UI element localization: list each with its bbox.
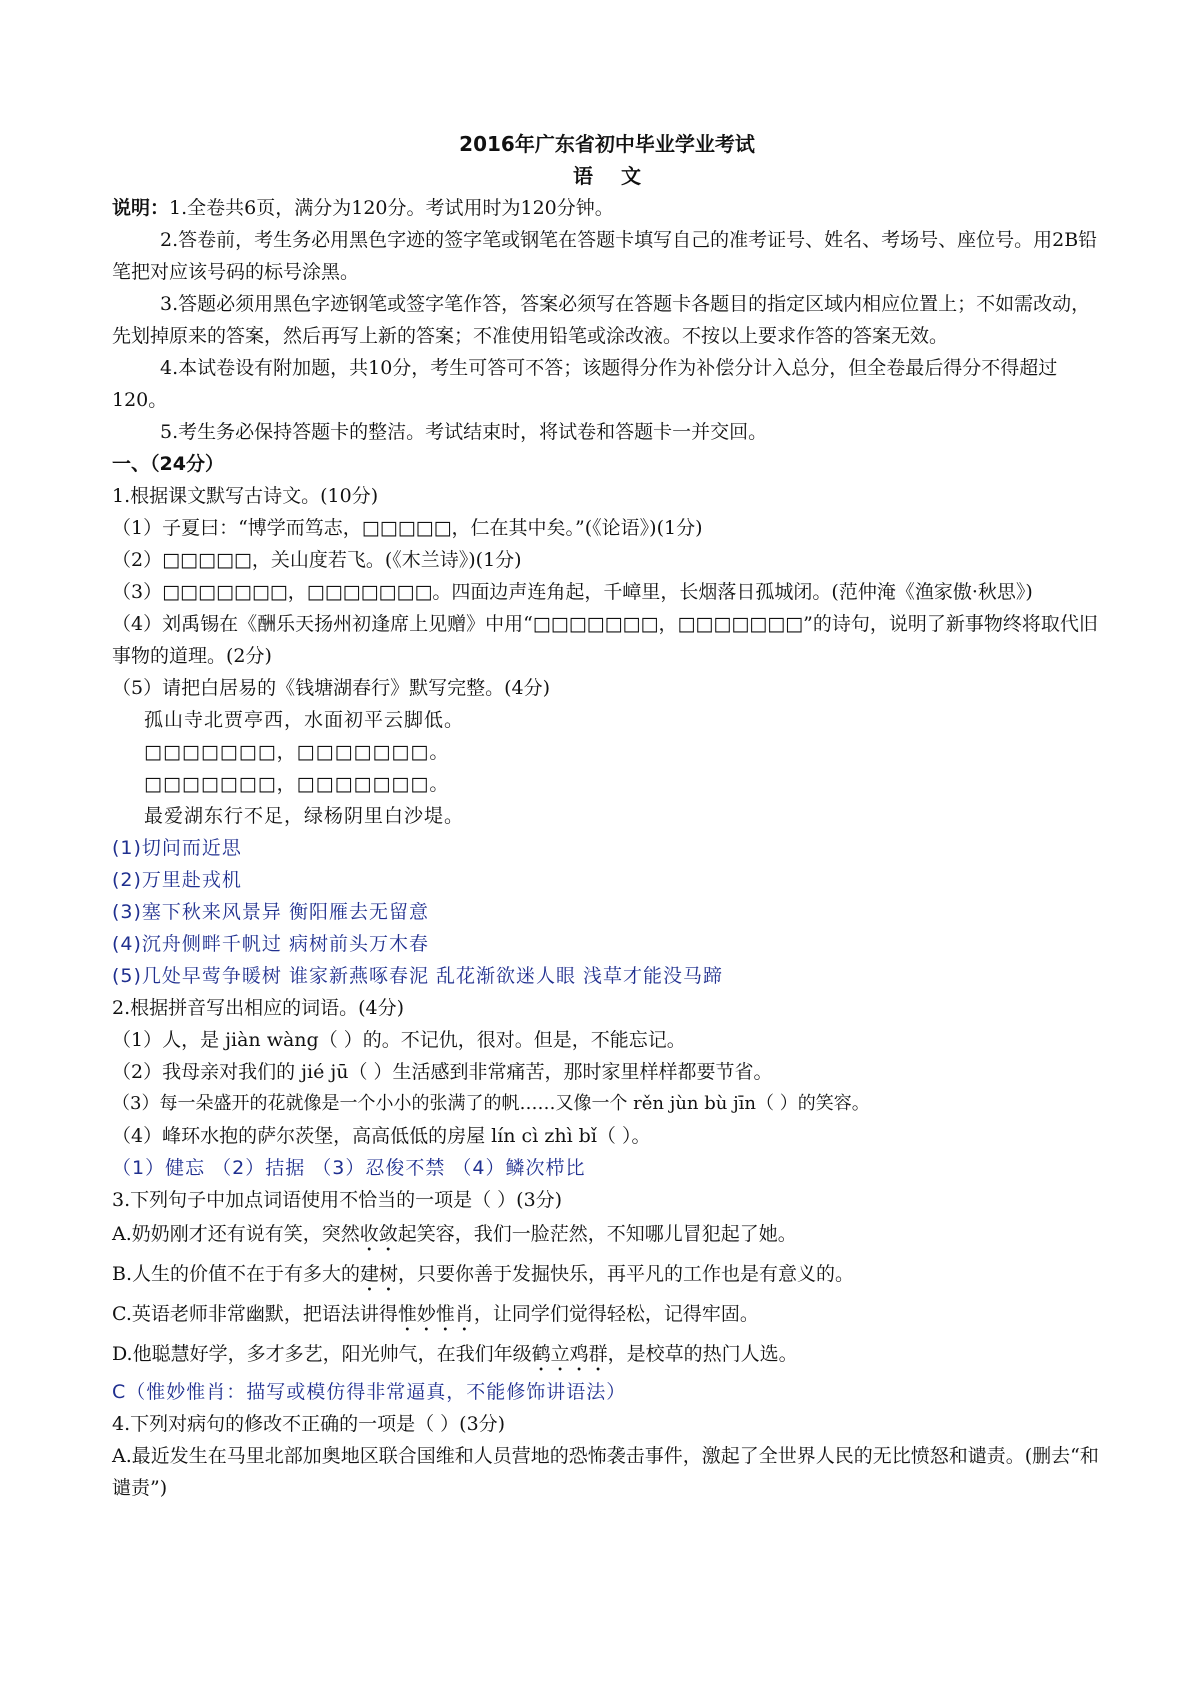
q1-stem: 1.根据课文默写古诗文。(10分)	[112, 485, 379, 507]
q2-sub-3: （3）每一朵盛开的花就像是一个小小的张满了的帆……又像一个 rěn jùn bù jīn（ ）的笑容。	[112, 1093, 870, 1114]
q1-answer-2: (2)万里赴戎机	[112, 869, 242, 891]
q2-stem: 2.根据拼音写出相应的词语。(4分)	[112, 997, 405, 1019]
q3-d-word: 鹤立鸡群	[531, 1343, 608, 1365]
note-3: 3.答题必须用黑色字迹钢笔或签字笔作答，答案必须写在答题卡各题目的指定区域内相应位置上；不如需改动，先划掉原来的答案，然后再写上新的答案；不准使用铅笔或涂改液。不按以上要求作答的答案无效。	[112, 293, 1091, 347]
q3-option-d	[112, 1336, 1102, 1376]
q3-option-b	[112, 1256, 1102, 1296]
q3-a-pre: A.奶奶刚才还有说有笑，突然	[112, 1223, 360, 1245]
exam-title: 2016年广东省初中毕业学业考试	[459, 132, 755, 156]
q1-sub-5: （5）请把白居易的《钱塘湖春行》默写完整。(4分)	[112, 677, 551, 699]
poem-line-2: □□□□□□□，□□□□□□□。	[144, 741, 450, 763]
q3-option-c	[112, 1296, 1102, 1336]
q3-b-word: 建树	[360, 1263, 399, 1285]
q1-answer-4: (4)沉舟侧畔千帆过 病树前头万木春	[112, 933, 429, 955]
note-1	[112, 192, 1102, 224]
note-5: 5.考生务必保持答题卡的整洁。考试结束时，将试卷和答题卡一并交回。	[160, 421, 768, 443]
q1-answer-3: (3)塞下秋来风景异 衡阳雁去无留意	[112, 901, 429, 923]
q3-option-a	[112, 1216, 1102, 1256]
section-1-heading: 一、（24分）	[112, 453, 224, 475]
q2-sub-1: （1）人，是 jiàn wàng（ ）的。不记仇，很对。但是，不能忘记。	[112, 1029, 686, 1051]
page-content	[112, 128, 1102, 1504]
q1-sub-2: （2）□□□□□，关山度若飞。(《木兰诗》)(1分)	[112, 549, 522, 571]
note-1-text: 1.全卷共6页，满分为120分。考试用时为120分钟。	[169, 197, 614, 219]
q3-b-post: ，只要你善于发掘快乐，再平凡的工作也是有意义的。	[398, 1263, 855, 1285]
subject-title: 语文	[573, 164, 669, 188]
q1-sub-1: （1）子夏曰：“博学而笃志，□□□□□，仁在其中矣。”(《论语》)(1分)	[112, 517, 703, 539]
q3-c-post: ，让同学们觉得轻松，记得牢固。	[473, 1303, 759, 1325]
poem-line-1: 孤山寺北贾亭西，水面初平云脚低。	[144, 709, 465, 731]
q3-c-word: 惟妙惟肖	[397, 1303, 474, 1325]
q4-option-a: A.最近发生在马里北部加奥地区联合国维和人员营地的恐怖袭击事件，激起了全世界人民的无比愤怒和谴责。(删去“和谴责”)	[112, 1445, 1099, 1499]
q3-answer: C（惟妙惟肖：描写或模仿得非常逼真，不能修饰讲语法）	[112, 1381, 627, 1403]
q2-sub-2: （2）我母亲对我们的 jié jū（ ）生活感到非常痛苦，那时家里样样都要节省。	[112, 1061, 773, 1083]
poem-line-4: 最爱湖东行不足，绿杨阴里白沙堤。	[144, 805, 465, 827]
q3-d-pre: D.他聪慧好学，多才多艺，阳光帅气，在我们年级	[112, 1343, 532, 1365]
q1-answer-1: (1)切问而近思	[112, 837, 242, 859]
q3-c-pre: C.英语老师非常幽默，把语法讲得	[112, 1303, 398, 1325]
q3-a-post: 起笑容，我们一脸茫然，不知哪儿冒犯起了她。	[397, 1223, 797, 1245]
notes-label: 说明：	[112, 197, 170, 219]
poem-line-3: □□□□□□□，□□□□□□□。	[144, 773, 450, 795]
q3-a-word: 收敛	[359, 1223, 398, 1245]
q1-sub-3: （3）□□□□□□□，□□□□□□□。四面边声连角起，千嶂里，长烟落日孤城闭。(范仲淹《渔家傲·秋思》)	[112, 581, 1033, 603]
q4-stem: 4.下列对病句的修改不正确的一项是（ ）(3分)	[112, 1413, 506, 1435]
q3-b-pre: B.人生的价值不在于有多大的	[112, 1263, 361, 1285]
q1-answer-5: (5)几处早莺争暖树 谁家新燕啄春泥 乱花渐欲迷人眼 浅草才能没马蹄	[112, 965, 724, 987]
q1-sub-4: （4）刘禹锡在《酬乐天扬州初逢席上见赠》中用“□□□□□□□，□□□□□□□”的诗句，说明了新事物终将取代旧事物的道理。(2分)	[112, 613, 1098, 667]
note-2: 2.答卷前，考生务必用黑色字迹的签字笔或钢笔在答题卡填写自己的准考证号、姓名、考场号、座位号。用2B铅笔把对应该号码的标号涂黑。	[112, 229, 1098, 283]
q3-stem: 3.下列句子中加点词语使用不恰当的一项是（ ）(3分)	[112, 1189, 563, 1211]
note-4: 4.本试卷设有附加题，共10分，考生可答可不答；该题得分作为补偿分计入总分，但全卷最后得分不得超过120。	[112, 357, 1058, 411]
q2-sub-4: （4）峰环水抱的萨尔茨堡，高高低低的房屋 lín cì zhì bǐ（ ）。	[112, 1125, 651, 1147]
q2-answer: （1）健忘 （2）拮据 （3）忍俊不禁 （4）鳞次栉比	[112, 1157, 586, 1179]
q3-d-post: ，是校草的热门人选。	[607, 1343, 798, 1365]
